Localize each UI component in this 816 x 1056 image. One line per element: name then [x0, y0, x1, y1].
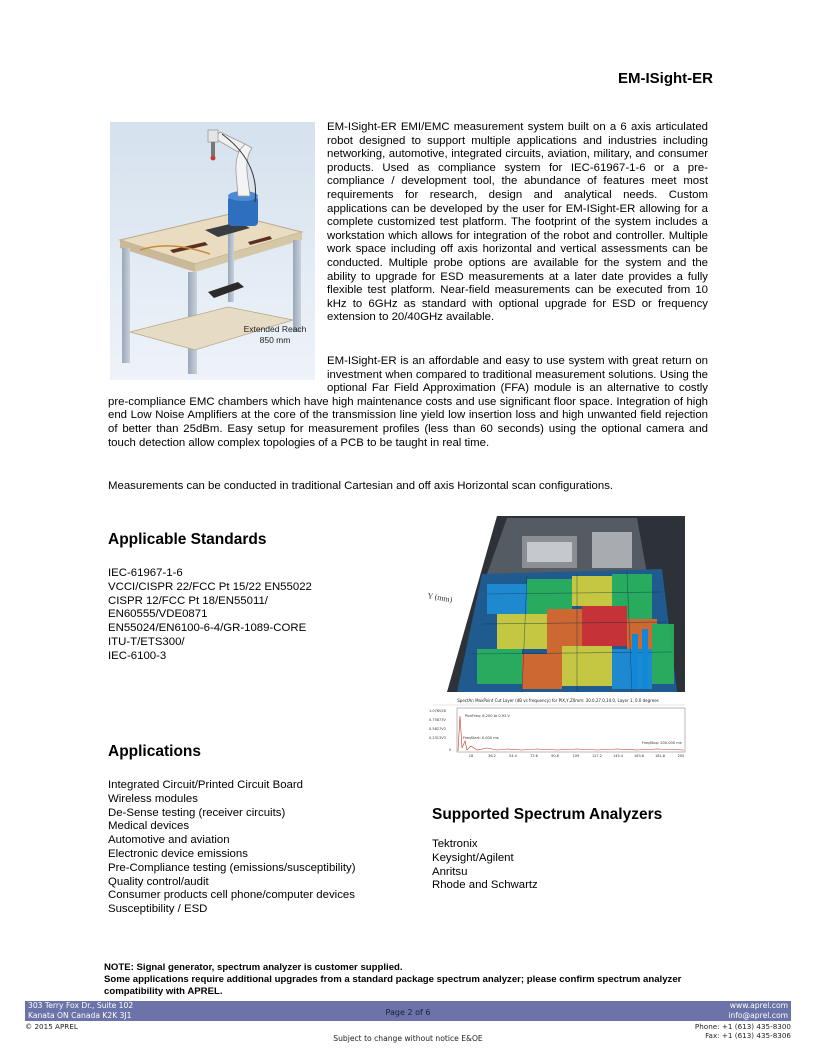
address-line-2: Kanata ON Canada K2K 3J1 — [28, 1011, 132, 1020]
application-item: Consumer products cell phone/computer devices — [108, 889, 355, 902]
y-tick: 1.076V28 — [429, 709, 446, 713]
copyright: © 2015 APREL — [25, 1022, 78, 1031]
robot-caption-line2: 850 mm — [259, 335, 291, 345]
website-link[interactable]: www.aprel.com — [729, 1001, 788, 1010]
email-link[interactable]: info@aprel.com — [728, 1011, 788, 1020]
standard-item: EN60555/VDE0871 — [108, 608, 208, 621]
phone-number: Phone: +1 (613) 435-8300 — [694, 1022, 791, 1031]
x-tick: 145.4 — [612, 754, 624, 758]
analyzers-heading: Supported Spectrum Analyzers — [432, 806, 663, 823]
spectrum-plot-title: SpectAn MaxPoint Cut Layer (dB vs frequency) for PIX,Y,Z0mm: 30.0,27.0,14.0, Layer 1, 0.0 degrees — [457, 698, 659, 703]
robot-caption-line1: Extended Reach — [243, 324, 307, 334]
peak-annotation: PickFreq: 8.200 to 0.92 V — [465, 714, 510, 718]
x-tick: 127.2 — [591, 754, 603, 758]
applications-list — [108, 779, 356, 917]
fax-number: Fax: +1 (613) 435-8306 — [705, 1031, 791, 1040]
spectrum-plot — [427, 696, 689, 762]
note-line-1: NOTE: Signal generator, spectrum analyzer is customer supplied. — [104, 962, 403, 973]
stop-annotation: FreqStop: 200.000 ms — [642, 741, 682, 745]
standard-item: EN55024/EN6100-6-4/GR-1089-CORE — [108, 622, 307, 635]
footer-bar — [25, 1001, 791, 1021]
application-item: Electronic device emissions — [108, 847, 248, 860]
y-tick: 0.5827V3 — [429, 727, 446, 731]
application-item: Quality control/audit — [108, 875, 209, 888]
application-item: Medical devices — [108, 820, 190, 833]
x-tick: 54.4 — [509, 754, 517, 758]
standards-list — [108, 567, 312, 664]
intro-paragraph-1: EM-ISight-ER EMI/EMC measurement system built on a 6 axis articulated robot designed to support multiple applications and industries including networking, automotive, integrated circuits, aviation, military, and consumer products. Used as compliance system for IEC-61967-1-6 or a pre-compliance / development tool, the abundance of features meet most requirements for research, design and analytical needs. Custom applications can be developed by the user for EM-ISight-ER allowing for a complete customized test platform. The footprint of the system includes a workstation which allows for integration of the robot and controller. Multiple work space including off axis horizontal and vertical assessments can be conducted. Multiple probe options are available for the system and the ability to upgrade for ESD measurements at a later date provides a fully flexible test platform. Near-field measurements can be executed from 10 kHz to 6GHz as standard with optional upgrade for ESD or frequency extension to 20/40GHz available. — [327, 121, 708, 324]
analyzer-item: Tektronix — [432, 838, 478, 850]
y-tick: 0 — [449, 748, 452, 752]
intro-paragraph-2: EM-ISight-ER is an affordable and easy to use system with great return on investment when compared to traditional measurement solutions. Using the optional Far Field Approximation (FFA) module is an alternative to costly pre-compliance EMC chambers which have high maintenance costs and use significant floor space. Integration of high end Low Noise Amplifiers at the core of the transmission line yield low insertion loss and high unwanted field rejection of better than 25dBm. Easy setup for measurement profiles (less than 60 seconds) using the optional camera and touch detection allow complex topologies of a PCB to be taught in real time. — [108, 355, 708, 449]
application-item: Wireless modules — [108, 792, 198, 805]
x-tick: 200 — [677, 754, 685, 758]
page-number: Page 2 of 6 — [385, 1008, 431, 1017]
standard-item: CISPR 12/FCC Pt 18/EN55011/ — [108, 594, 268, 607]
application-item: Automotive and aviation — [108, 834, 230, 847]
address-line-1: 303 Terry Fox Dr., Suite 102 — [28, 1001, 134, 1010]
applications-heading: Applications — [108, 743, 202, 760]
standard-item: IEC-6100-3 — [108, 649, 167, 662]
x-tick: 181.8 — [654, 754, 666, 758]
x-tick: 109 — [572, 754, 580, 758]
robot-workstation-image — [110, 122, 315, 380]
analyzer-item: Anritsu — [432, 865, 468, 878]
application-item: Integrated Circuit/Printed Circuit Board — [108, 779, 303, 791]
analyzer-item: Rhode and Schwartz — [432, 879, 538, 892]
analyzers-list — [432, 838, 538, 893]
application-item: Pre-Compliance testing (emissions/susceptibility) — [108, 861, 356, 874]
x-tick: 90.8 — [551, 754, 559, 758]
x-tick: 163.6 — [633, 754, 645, 758]
intro-paragraph-3: Measurements can be conducted in traditional Cartesian and off axis Horizontal scan configurations. — [108, 480, 614, 492]
analyzer-item: Keysight/Agilent — [432, 851, 514, 864]
application-item: De-Sense testing (receiver circuits) — [108, 806, 286, 819]
note-line-2: Some applications require additional upgrades from a standard package spectrum analyzer; please confirm spectrum analyzer compatibility with APREL. — [104, 974, 682, 997]
x-tick: 72.6 — [530, 754, 538, 758]
y-tick: 0.2313V3 — [429, 736, 446, 740]
standard-item: IEC-61967-1-6 — [108, 567, 183, 579]
disclaimer: Subject to change without notice E&OE — [333, 1034, 483, 1043]
page-title: EM-ISight-ER — [618, 70, 713, 87]
start-annotation: FreqStart: 0.000 ms — [463, 736, 499, 740]
footer-note — [104, 962, 714, 998]
standard-item: ITU-T/ETS300/ — [108, 635, 185, 648]
x-tick: 18 — [468, 754, 474, 758]
y-tick: 0.75873V — [429, 718, 446, 722]
x-tick: 36.2 — [488, 754, 496, 758]
intro-paragraph-2-container — [108, 355, 708, 450]
standard-item: VCCI/CISPR 22/FCC Pt 15/22 EN55022 — [108, 580, 312, 593]
pcb-heatmap-image — [427, 514, 689, 694]
heatmap-axis-label: Y (mm) — [427, 591, 454, 605]
application-item: Susceptibility / ESD — [108, 903, 208, 916]
standards-heading: Applicable Standards — [108, 531, 267, 548]
